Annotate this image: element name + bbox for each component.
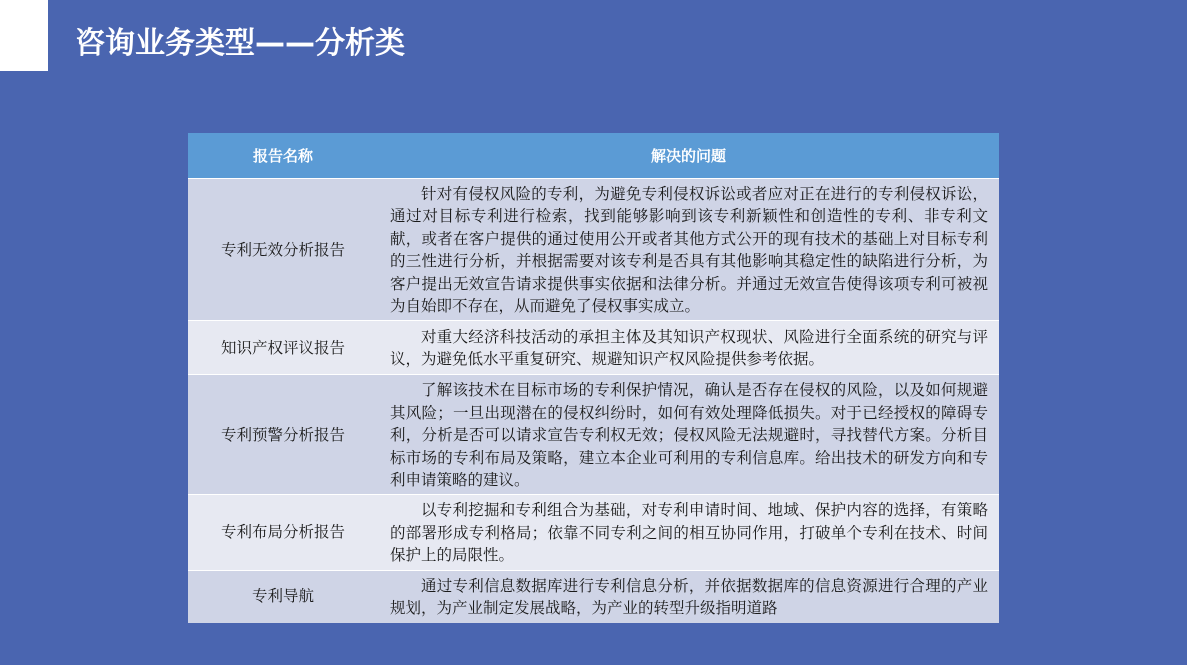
slide-title: 咨询业务类型——分析类 [75,26,405,61]
header-report-name: 报告名称 [188,133,378,179]
row-description: 通过专利信息数据库进行专利信息分析，并依据数据库的信息资源进行合理的产业规划，为产业制定发展战略，为产业的转型升级指明道路 [378,570,999,622]
table-row [188,375,999,495]
table-row [188,570,999,622]
table-row [188,179,999,321]
row-description: 以专利挖掘和专利组合为基础，对专利申请时间、地域、保护内容的选择，有策略的部署形成专利格局；依靠不同专利之间的相互协同作用，打破单个专利在技术、时间保护上的局限性。 [378,495,999,570]
table-row [188,321,999,375]
report-types-table [188,133,999,623]
report-table [188,133,999,623]
row-report-name: 专利布局分析报告 [188,495,378,570]
row-description: 了解该技术在目标市场的专利保护情况，确认是否存在侵权的风险，以及如何规避其风险；一旦出现潜在的侵权纠纷时，如何有效处理降低损失。对于已经授权的障碍专利，分析是否可以请求宣告专利权无效；侵权风险无法规避时，寻找替代方案。分析目标市场的专利布局及策略，建立本企业可利用的专利信息库。给出技术的研发方向和专利申请策略的建议。 [378,375,999,495]
row-description: 对重大经济科技活动的承担主体及其知识产权现状、风险进行全面系统的研究与评议，为避免低水平重复研究、规避知识产权风险提供参考依据。 [378,321,999,375]
table-header-row [188,133,999,179]
table-row [188,495,999,570]
row-report-name: 专利导航 [188,570,378,622]
header-problem-solved: 解决的问题 [378,133,999,179]
corner-accent-block [0,0,48,71]
row-description: 针对有侵权风险的专利，为避免专利侵权诉讼或者应对正在进行的专利侵权诉讼，通过对目标专利进行检索，找到能够影响到该专利新颖性和创造性的专利、非专利文献，或者在客户提供的通过使用公开或者其他方式公开的现有技术的基础上对目标专利的三性进行分析，并根据需要对该专利是否具有其他影响其稳定性的缺陷进行分析，为客户提出无效宣告请求提供事实依据和法律分析。并通过无效宣告使得该项专利可被视为自始即不存在，从而避免了侵权事实成立。 [378,179,999,321]
row-report-name: 专利预警分析报告 [188,375,378,495]
row-report-name: 专利无效分析报告 [188,179,378,321]
row-report-name: 知识产权评议报告 [188,321,378,375]
